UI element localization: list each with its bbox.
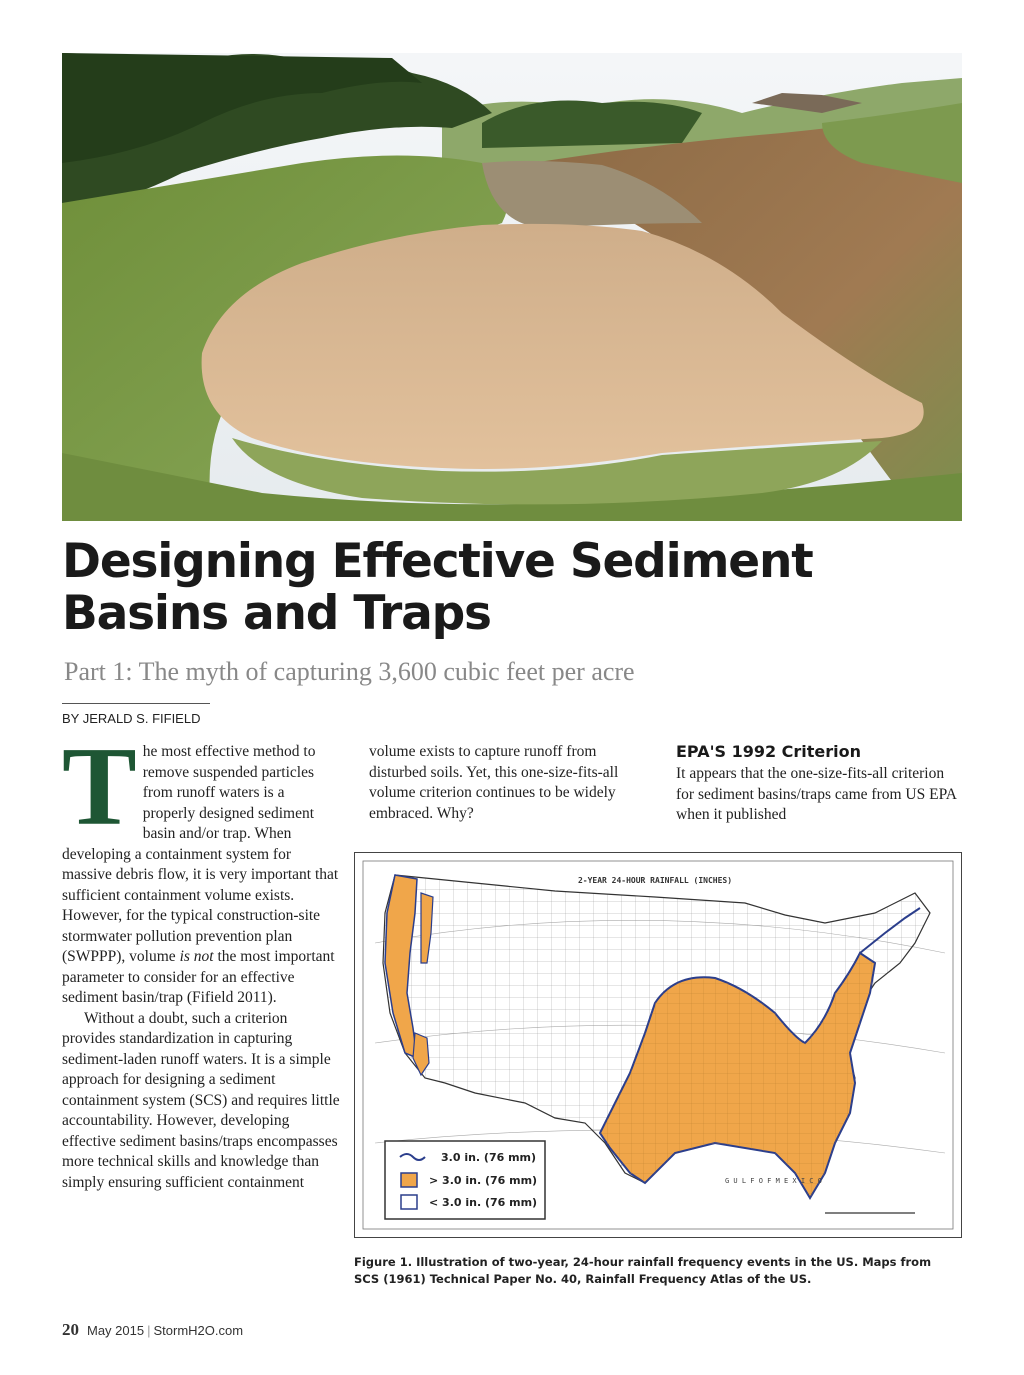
map-title: 2-YEAR 24-HOUR RAINFALL (INCHES): [577, 876, 733, 885]
dropcap: T: [62, 725, 137, 849]
issue-date: May 2015: [87, 1323, 145, 1338]
rainfall-map-figure: [354, 852, 962, 1238]
legend-white-swatch: [401, 1195, 417, 1209]
rainfall-map: [355, 853, 961, 1237]
figure-caption: Figure 1. Illustration of two-year, 24-hour rainfall frequency events in the US. Maps from SCS (1961) Technical Paper No. 40, Rainfall Frequency Atlas of the US.: [354, 1255, 932, 1286]
article-title-line1: Designing Effective Sediment: [62, 534, 813, 589]
page-footer: [62, 1320, 243, 1340]
byline-rule: [62, 703, 210, 704]
paragraph-1-end: the most important parameter to consider for an effective sediment basin/trap (Fifield 2011).: [62, 948, 335, 1006]
byline: BY JERALD S. FIFIELD: [62, 711, 201, 726]
body-column-3: [676, 742, 962, 826]
paragraph-1-emphasis: is not: [179, 948, 214, 965]
site-name: StormH2O.com: [153, 1323, 244, 1338]
page-number: 20: [62, 1320, 79, 1339]
article-title: [62, 536, 962, 640]
body-column-1: [62, 725, 340, 1193]
paragraph-1-text: he most effective method to remove suspended particles from runoff waters is a properly designed sediment basin and/or trap. When developing a containment system for massive debris flow, it is very important that sufficient containment volume exists. However, for the typical construction-site stormwater pollution prevention plan (SWPPP), volume: [62, 743, 339, 965]
gulf-label: G U L F O F M E X I C O: [725, 1177, 822, 1185]
body-paragraph-2: Without a doubt, such a criterion provides standardization in capturing sediment-laden runoff waters. It is a simple approach for designing a sediment containment system (SCS) and requires little accountability. However, developing effective sediment basins/traps encompasses more technical skills and knowledge than simply ensuring sufficient containment: [62, 1009, 340, 1191]
footer-separator: |: [147, 1323, 151, 1338]
map-legend: [385, 1141, 545, 1219]
legend-orange-swatch: [401, 1173, 417, 1187]
legend-label-1: 3.0 in. (76 mm): [441, 1151, 537, 1164]
legend-label-3: < 3.0 in. (76 mm): [429, 1196, 538, 1209]
legend-label-2: > 3.0 in. (76 mm): [429, 1174, 538, 1187]
body-column-2: [369, 742, 647, 824]
body-paragraph-1: [62, 725, 340, 1009]
article-title-line2: Basins and Traps: [62, 586, 491, 641]
hero-photo: [62, 53, 962, 521]
section-heading: EPA'S 1992 Criterion: [676, 742, 862, 761]
body-paragraph-3: volume exists to capture runoff from disturbed soils. Yet, this one-size-fits-all volume criterion continues to be widely embraced. Why?: [369, 743, 619, 822]
body-paragraph-4: It appears that the one-size-fits-all criterion for sediment basins/traps came from US EPA when it published: [676, 765, 957, 823]
article-subtitle: Part 1: The myth of capturing 3,600 cubic feet per acre: [64, 657, 635, 686]
